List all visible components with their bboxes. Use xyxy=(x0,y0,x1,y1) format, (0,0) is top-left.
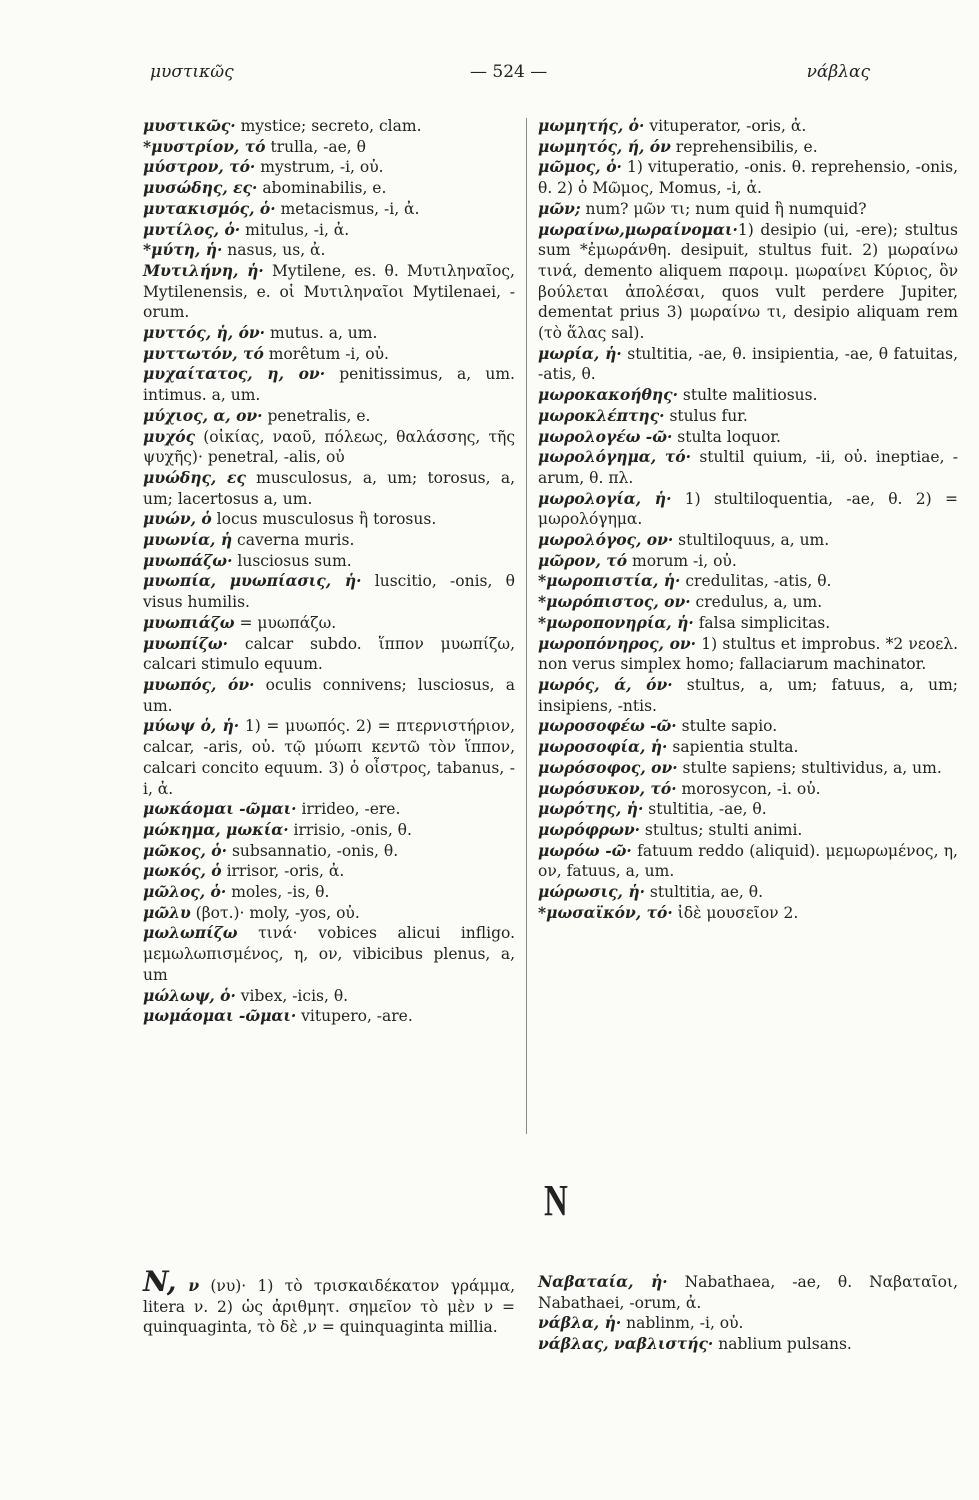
entry-headword: μωροσοφία, ἡ· xyxy=(538,737,668,757)
dictionary-entry xyxy=(143,675,515,716)
entry-definition: (νυ)· 1) τὸ τρισκαιδέκατον γράμμα, litera ν. 2) ὡς ἀριθμητ. σημεῖον τὸ μὲν ν = quinquaginta, τὸ δὲ ,ν = quinquaginta millia. xyxy=(143,1277,515,1337)
dictionary-entry xyxy=(143,137,515,158)
entry-definition: num? μῶν τι; num quid ἢ numquid? xyxy=(580,199,867,218)
dictionary-entry xyxy=(538,903,958,924)
entry-headword: N, ν xyxy=(143,1265,200,1298)
entry-definition: 1) = μυωπός. 2) = πτερνιστήριον, calcar, -aris, οὐ. τῷ μύωπι κεντῶ τὸν ἵππον, calcari concito equum. 3) ὁ οἶστρος, tabanus, -i, ἀ. xyxy=(143,717,515,798)
dictionary-entry xyxy=(538,406,958,427)
entry-headword: μῶλυ xyxy=(143,902,191,922)
entry-definition: stultitia, -ae, θ. xyxy=(643,800,767,819)
entry-headword: μυωνία, ἡ xyxy=(143,530,233,550)
entry-definition: caverna muris. xyxy=(232,531,355,550)
entry-headword: *μωρόπιστος, ον· xyxy=(538,592,691,612)
entry-headword: μωρόω -ῶ· xyxy=(538,840,632,860)
dictionary-entry xyxy=(538,489,958,530)
dictionary-entry xyxy=(143,364,515,405)
entry-definition: mutus. a, um. xyxy=(265,324,378,343)
dictionary-entry xyxy=(538,882,958,903)
entry-definition: 1) stultus et improbus. *2 νεοελ. non verus simplex homo; fallaciarum machinator. xyxy=(538,634,958,674)
entry-definition: morêtum -i, οὐ. xyxy=(263,344,389,363)
dictionary-entry xyxy=(538,1334,958,1355)
entry-headword: νάβλας, ναβλιστής· xyxy=(538,1334,714,1354)
entry-headword: μωμητής, ὁ· xyxy=(538,116,645,135)
entry-headword: μωρόφρων· xyxy=(538,819,640,839)
entry-definition: 1) stultiloquentia, -ae, θ. 2) = μωρολόγημα. xyxy=(538,489,959,529)
entry-headword: μωρολογέω -ῶ· xyxy=(538,426,673,446)
entry-definition: stulte malitiosus. xyxy=(677,386,818,405)
dictionary-entry xyxy=(538,427,958,448)
page-header xyxy=(150,62,870,92)
entry-headword: μωμάομαι -ῶμαι· xyxy=(143,1006,297,1026)
entry-headword: μυωπάζω· xyxy=(143,550,233,570)
entry-definition: nablium pulsans. xyxy=(713,1335,852,1354)
entry-definition: subsannatio, -onis, θ. xyxy=(227,841,399,860)
entry-headword: μωραίνω,μωραίνομαι· xyxy=(538,219,738,239)
entry-headword: μύωψ ὁ, ἡ· xyxy=(143,716,240,736)
dictionary-entry xyxy=(143,178,515,199)
dictionary-entry xyxy=(538,1272,958,1313)
dictionary-entry xyxy=(538,116,958,137)
dictionary-entry xyxy=(538,592,958,613)
dictionary-entry xyxy=(538,447,958,488)
dictionary-entry xyxy=(538,344,958,385)
dictionary-entry xyxy=(143,406,515,427)
dictionary-entry xyxy=(143,509,515,530)
entry-definition: nasus, us, ἀ. xyxy=(222,241,326,260)
dictionary-entry xyxy=(143,716,515,799)
entry-definition: stultus, a, um; fatuus, a, um; insipiens, -ntis. xyxy=(538,675,958,715)
dictionary-entry xyxy=(143,199,515,220)
dictionary-entry xyxy=(143,841,515,862)
dictionary-entry xyxy=(538,551,958,572)
entry-definition: irrideo, -ere. xyxy=(296,800,401,819)
entry-definition: (οἰκίας, ναοῦ, πόλεως, θαλάσσης, τῆς ψυχῆς)· penetral, -alis, οὐ xyxy=(143,427,515,467)
entry-definition: moles, -is, θ. xyxy=(226,883,330,902)
entry-headword: μυωπίζω· xyxy=(143,633,229,653)
dictionary-entry xyxy=(538,758,958,779)
dictionary-entry xyxy=(143,634,515,675)
dictionary-entry xyxy=(538,199,958,220)
entry-headword: μυττωτόν, τό xyxy=(143,343,264,363)
entry-definition: metacismus, -i, ἀ. xyxy=(275,199,420,218)
right-column xyxy=(538,116,958,923)
entry-definition: credulitas, -atis, θ. xyxy=(680,572,832,591)
dictionary-entry xyxy=(538,1313,958,1334)
entry-definition: stulte sapio. xyxy=(676,717,778,736)
dictionary-entry xyxy=(143,799,515,820)
entry-headword: μυωπιάζω xyxy=(143,612,235,632)
entry-headword: μωρόσυκον, τό· xyxy=(538,778,677,798)
dictionary-entry xyxy=(143,116,515,137)
entry-headword: μωρολόγημα, τό· xyxy=(538,447,692,467)
entry-definition: (βοτ.)· moly, -yos, οὐ. xyxy=(190,903,360,922)
entry-headword: Μυτιλήνη, ἡ· xyxy=(143,260,264,280)
entry-headword: *μωροπονηρία, ἡ· xyxy=(538,612,694,632)
entry-definition: abominabilis, e. xyxy=(257,179,387,198)
entry-headword: Ναβαταία, ἡ· xyxy=(538,1272,668,1291)
entry-headword: μωροσοφέω -ῶ· xyxy=(538,716,677,736)
dictionary-entry xyxy=(143,571,515,612)
dictionary-entry xyxy=(143,820,515,841)
entry-definition: mitulus, -i, ἀ. xyxy=(240,220,350,239)
entry-headword: μυωπός, όν· xyxy=(143,674,255,694)
entry-headword: *μυστρίον, τό xyxy=(143,136,266,156)
entry-headword: μωροκλέπτης· xyxy=(538,405,665,425)
dictionary-entry xyxy=(143,923,515,985)
entry-headword: μῶμος, ὁ· xyxy=(538,157,622,177)
dictionary-entry xyxy=(143,613,515,634)
entry-definition: Mytilene, es. θ. Μυτιληναῖος, Mytilenensis, e. οἱ Μυτιληναῖοι Mytilenaei, -orum. xyxy=(143,261,515,322)
dictionary-entry xyxy=(143,323,515,344)
entry-definition: fatuum reddo (aliquid). μεμωρωμένος, η, ον, fatuus, a, um. xyxy=(538,841,958,881)
entry-definition: credulus, a, um. xyxy=(690,593,823,612)
entry-headword: μωροκακοήθης· xyxy=(538,385,678,405)
entry-headword: μωρία, ἡ· xyxy=(538,343,622,363)
page-number: — 524 — xyxy=(470,62,548,82)
entry-definition: luscitio, -onis, θ visus humilis. xyxy=(143,572,515,612)
entry-headword: μωρότης, ἡ· xyxy=(538,799,644,819)
entry-definition: 1) vituperatio, -onis. θ. reprehensio, -onis, θ. 2) ὁ Μῶμος, Momus, -i, ἀ. xyxy=(538,158,958,198)
entry-definition: morosycon, -i. οὐ. xyxy=(676,779,821,798)
dictionary-entry xyxy=(538,385,958,406)
entry-headword: μυτακισμός, ὁ· xyxy=(143,198,276,218)
dictionary-entry xyxy=(538,220,958,344)
entry-headword: μυστικῶς· xyxy=(143,116,236,135)
entry-definition: stultitia, ae, θ. xyxy=(645,883,764,902)
entry-headword: *μωροπιστία, ἡ· xyxy=(538,571,681,591)
dictionary-entry xyxy=(143,261,515,323)
entry-definition: stultiloquus, a, um. xyxy=(673,531,830,550)
entry-headword: μύστρον, τό· xyxy=(143,157,256,177)
entry-definition: lusciosus sum. xyxy=(232,551,352,570)
entry-definition: musculosus, a, um; torosus, a, um; lacertosus a, um. xyxy=(143,468,515,508)
dictionary-entry xyxy=(538,634,958,675)
section-letter: N xyxy=(543,1176,568,1225)
entry-definition: nablinm, -i, οὐ. xyxy=(621,1314,744,1333)
entry-headword: μυσώδης, ες· xyxy=(143,178,258,198)
dictionary-entry xyxy=(538,716,958,737)
entry-definition: τινά· vobices alicui infligo. μεμωλωπισμένος, η, ον, vibicibus plenus, a, um xyxy=(143,924,515,984)
entry-definition: stulus fur. xyxy=(664,406,748,425)
bottom-left-column xyxy=(143,1265,515,1338)
entry-headword: μωρός, ά, όν· xyxy=(538,674,673,694)
dictionary-entry xyxy=(538,530,958,551)
dictionary-entry xyxy=(143,1006,515,1027)
entry-headword: μυχός xyxy=(143,426,196,446)
dictionary-entry xyxy=(538,137,958,158)
dictionary-entry xyxy=(143,240,515,261)
dictionary-entry xyxy=(143,861,515,882)
dictionary-entry xyxy=(538,613,958,634)
entry-definition: locus musculosus ἢ torosus. xyxy=(211,510,437,529)
entry-headword: *μύτη, ἡ· xyxy=(143,240,223,260)
entry-definition: Nabathaea, -ae, θ. Ναβαταῖοι, Nabathaei, -orum, ἀ. xyxy=(538,1273,959,1312)
left-column xyxy=(143,116,515,1027)
entry-definition: reprehensibilis, e. xyxy=(670,137,818,156)
dictionary-entry xyxy=(538,799,958,820)
entry-definition: stultil quium, -ii, οὐ. ineptiae, -arum, θ. πλ. xyxy=(538,448,959,487)
entry-headword: μῶκος, ὁ· xyxy=(143,840,228,860)
entry-definition: stultus; stulti animi. xyxy=(640,820,803,839)
dictionary-entry xyxy=(143,530,515,551)
dictionary-entry xyxy=(538,675,958,716)
entry-definition: mystice; secreto, clam. xyxy=(235,117,422,135)
entry-definition: vibex, -icis, θ. xyxy=(235,986,349,1005)
entry-definition: stultitia, -ae, θ. insipientia, -ae, θ fatuitas, -atis, θ. xyxy=(538,344,958,384)
dictionary-entry xyxy=(143,220,515,241)
dictionary-entry xyxy=(538,820,958,841)
entry-definition: vituperator, -oris, ἀ. xyxy=(644,117,807,135)
dictionary-entry xyxy=(143,157,515,178)
entry-definition: = μυωπάζω. xyxy=(234,613,337,632)
entry-headword: μώρωσις, ἡ· xyxy=(538,882,645,902)
entry-definition: stulte sapiens; stultividus, a, um. xyxy=(677,758,942,777)
header-right-guideword: νάβλας xyxy=(806,62,870,82)
entry-definition: ἰδὲ μουσεῖον 2. xyxy=(672,903,799,922)
entry-headword: μωρόσοφος, ον· xyxy=(538,757,678,777)
entry-definition: 1) desipio (ui, -ere); stultus sum *ἐμωράνθη. desipuit, stultus fuit. 2) μωραίνω τινά, demento aliquem παροιμ. μωραίνει Κύριος, ὃν βούλεται ἀπολέσαι, quos vult perdere Jupiter, dementat prius 3) μωραίνω τι, desipio aliquam rem (τὸ ἅλας sal). xyxy=(538,220,958,343)
entry-headword: μυτίλος, ὁ· xyxy=(143,219,241,239)
entry-headword: νάβλα, ἡ· xyxy=(538,1313,622,1333)
entry-headword: μῶλος, ὁ· xyxy=(143,882,227,902)
entry-definition: irrisio, -onis, θ. xyxy=(288,820,412,839)
entry-headword: μωρολόγος, ον· xyxy=(538,530,674,550)
dictionary-entry xyxy=(143,903,515,924)
entry-headword: μυών, ὁ xyxy=(143,509,212,529)
entry-headword: μωρολογία, ἡ· xyxy=(538,488,672,508)
dictionary-entry xyxy=(538,157,958,198)
entry-headword: μυττός, ἡ, όν· xyxy=(143,323,266,343)
entry-headword: μώκημα, μωκία· xyxy=(143,819,289,839)
dictionary-entry xyxy=(538,841,958,882)
entry-definition: trulla, -ae, θ xyxy=(265,137,366,156)
dictionary-entry xyxy=(143,344,515,365)
header-left-guideword: μυστικῶς xyxy=(150,62,234,82)
entry-definition: sapientia stulta. xyxy=(667,738,799,757)
entry-definition: mystrum, -i, οὐ. xyxy=(255,158,384,177)
entry-headword: μῶν; xyxy=(538,198,581,218)
entry-headword: μωροπόνηρος, ον· xyxy=(538,633,697,653)
entry-headword: *μωσαϊκόν, τό· xyxy=(538,902,673,922)
entry-definition: penetralis, e. xyxy=(262,406,371,425)
dictionary-entry xyxy=(143,882,515,903)
entry-headword: μυχαίτατος, η, ον· xyxy=(143,364,326,384)
entry-headword: μωκάομαι -ῶμαι· xyxy=(143,799,297,819)
dictionary-entry xyxy=(538,779,958,800)
entry-headword: μωκός, ὁ xyxy=(143,861,222,881)
entry-headword: μῶρον, τό xyxy=(538,550,628,570)
dictionary-entry xyxy=(143,1265,515,1338)
dictionary-entry xyxy=(143,427,515,468)
entry-headword: μυωπία, μυωπίασις, ἡ· xyxy=(143,571,362,591)
entry-definition: falsa simplicitas. xyxy=(693,613,831,632)
entry-definition: penitissimus, a, um. intimus. a, um. xyxy=(143,365,515,405)
entry-definition: calcar subdo. ἵππον μυωπίζω, calcari stimulo equum. xyxy=(143,634,515,674)
dictionary-entry xyxy=(538,571,958,592)
entry-definition: irrisor, -oris, ἀ. xyxy=(221,862,345,881)
entry-definition: oculis connivens; lusciosus, a um. xyxy=(143,675,515,715)
entry-headword: μωλωπίζω xyxy=(143,923,238,943)
dictionary-entry xyxy=(143,551,515,572)
entry-definition: morum -i, οὐ. xyxy=(627,551,737,570)
entry-definition: stulta loquor. xyxy=(672,427,781,446)
entry-headword: μωμητός, ή, όν xyxy=(538,136,671,156)
entry-headword: μύχιος, α, ον· xyxy=(143,405,263,425)
dictionary-entry xyxy=(143,468,515,509)
entry-headword: μυώδης, ες xyxy=(143,467,246,487)
bottom-right-column xyxy=(538,1272,958,1355)
dictionary-entry xyxy=(538,737,958,758)
dictionary-entry xyxy=(143,986,515,1007)
entry-definition: vitupero, -are. xyxy=(296,1007,413,1026)
entry-headword: μώλωψ, ὁ· xyxy=(143,985,236,1005)
column-divider xyxy=(526,118,527,1134)
